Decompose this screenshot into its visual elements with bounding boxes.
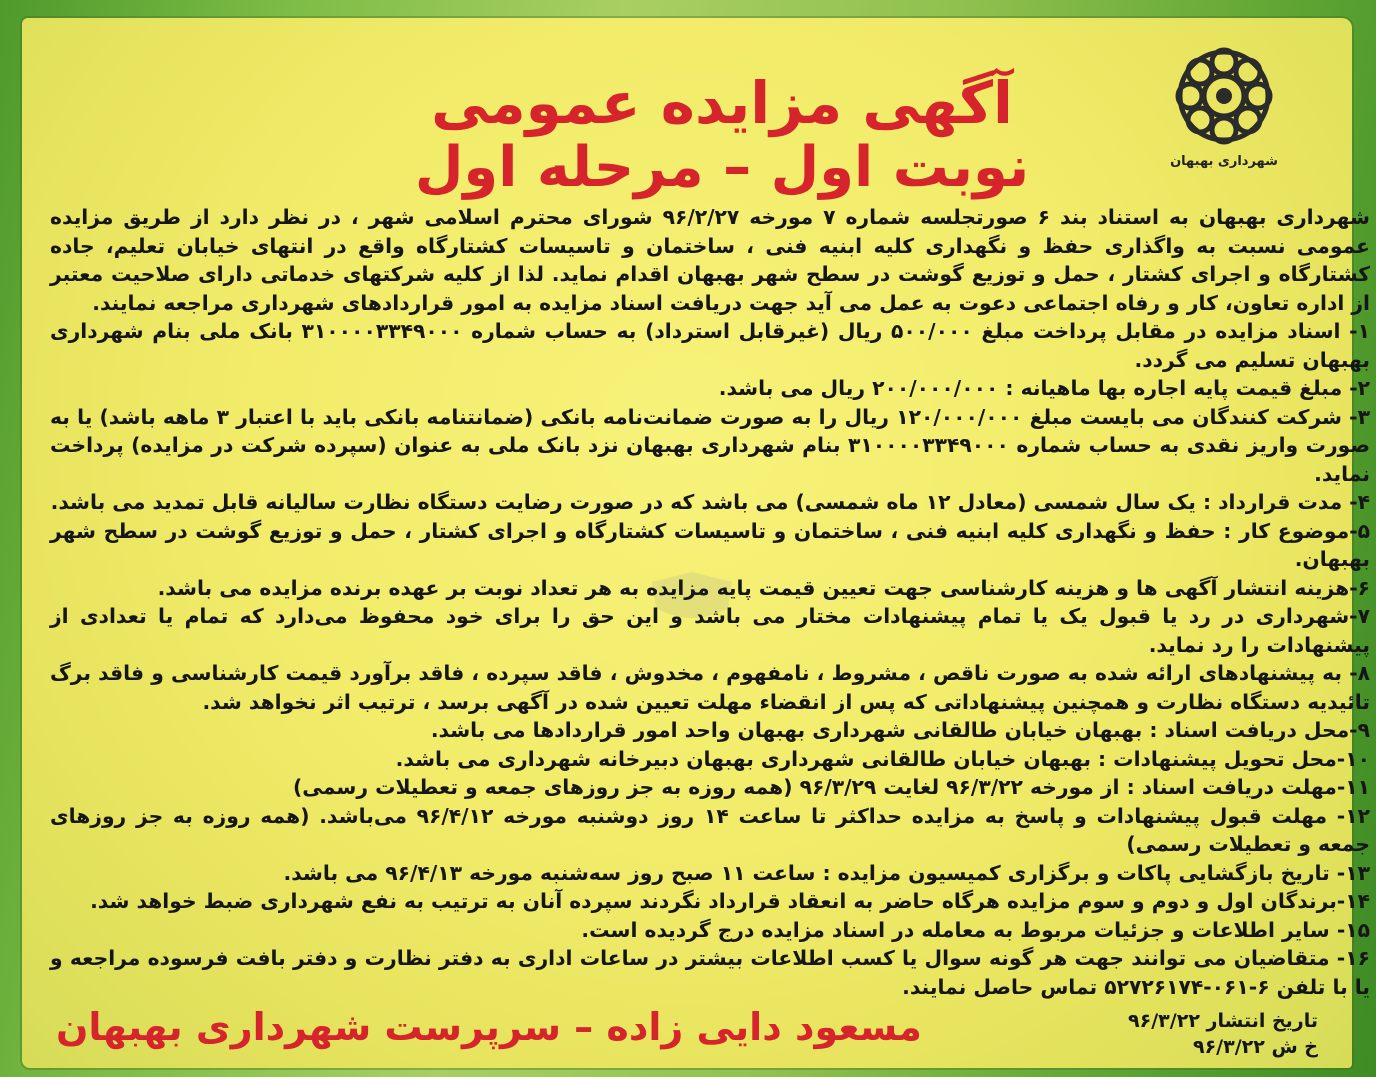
logo-caption: شهرداری بهبهان <box>1170 154 1278 169</box>
announcement-body <box>50 203 1370 1001</box>
clause-12: ۱۲- مهلت قبول پیشنهادات و پاسخ به مزایده حداکثر تا ساعت ۱۴ روز دوشنبه مورخه ۹۶/۴/۱۲ می‌باشد. (همه روزه به جز روزهای جمعه و تعطیلات رسمی) <box>50 803 1370 856</box>
signature: مسعود دایی زاده – سرپرست شهرداری بهبهان <box>56 1005 922 1049</box>
clause-4: ۴- مدت قرارداد : یک سال شمسی (معادل ۱۲ ماه شمسی) می باشد که در صورت رضایت دستگاه نظارت سالیانه قابل تمدید می باشد. <box>50 490 1370 514</box>
intro-paragraph: شهرداری بهبهان به استناد بند ۶ صورتجلسه شماره ۷ مورخه ۹۶/۲/۲۷ شورای محترم اسلامی شهر ، در نظر دارد از طریق مزایده عمومی نسبت به واگذاری حفظ و نگهداری کلیه ابنیه فنی ، ساختمان و تاسیسات کشتارگاه واقع در انتهای خیابان تعلیم، جاده کشتارگاه و اجرای کشتار ، حمل و توزیع گوشت در سطح شهر بهبهان اقدام نماید. لذا از کلیه شرکتهای خدماتی دارای صلاحیت معتبر از اداره تعاون، کار و رفاه اجتماعی دعوت به عمل می آید جهت دریافت اسناد مزایده به امور قراردادهای شهرداری مراجعه نمایند. <box>50 205 1370 315</box>
clause-13: ۱۳- تاریخ بازگشایی پاکات و برگزاری کمیسیون مزایده : ساعت ۱۱ صبح روز سه‌شنبه مورخه ۹۶/۴/۱۳ می باشد. <box>283 860 1370 885</box>
clause-14: ۱۴-برندگان اول و دوم و سوم مزایده هرگاه حاضر به انعقاد قرارداد نگردند سپرده آنان به ترتیب به نفع شهرداری ضبط خواهد شد. <box>90 889 1370 913</box>
clause-11: ۱۱-مهلت دریافت اسناد : از مورخه ۹۶/۳/۲۲ لغایت ۹۶/۳/۲۹ (همه روزه به جز روزهای جمعه و تعطیلات رسمی) <box>293 775 1370 799</box>
clause-10: ۱۰-محل تحویل پیشنهادات : بهبهان خیابان طالقانی شهرداری بهبهان دبیرخانه شهرداری می باشد. <box>395 746 1370 771</box>
clause-6: ۶-هزینه انتشار آگهی ها و هزینه کارشناسی جهت تعیین قیمت پایه مزایده به هر تعداد نوبت بر عهده برنده مزایده می باشد. <box>157 575 1370 600</box>
clause-9: ۹-محل دریافت اسناد : بهبهان خیابان طالقانی شهرداری بهبهان واحد امور قراردادها می باشد. <box>430 718 1370 742</box>
publication-info <box>1078 1008 1318 1060</box>
clause-2: ۲- مبلغ قیمت پایه اجاره بها ماهیانه : ۲۰۰/۰۰۰/۰۰۰ ریال می باشد. <box>718 376 1370 400</box>
publish-date: تاریخ انتشار ۹۶/۳/۲۲ <box>1128 1010 1318 1032</box>
municipality-emblem-icon <box>1168 40 1280 152</box>
clause-15: ۱۵- سایر اطلاعات و جزئیات مربوط به معامله در اسناد مزایده درج گردیده است. <box>581 917 1370 942</box>
announcement-title: آگهی مزایده عمومی <box>431 69 1013 137</box>
clause-7: ۷-شهرداری در رد یا قبول یک یا تمام پیشنهادات مختار می باشد و این حق را برای خود محفوظ می‌دارد که تمام یا تعدادی از پیشنهادات را رد نماید. <box>50 604 1370 657</box>
newspaper-clipping <box>22 18 1370 1068</box>
announcement-subtitle: نوبت اول – مرحله اول <box>414 135 1030 200</box>
clause-5: ۵-موضوع کار : حفظ و نگهداری کلیه ابنیه فنی ، ساختمان و تاسیسات کشتارگاه و اجرای کشتار ، حمل و توزیع گوشت در سطح شهر بهبهان. <box>50 518 1370 571</box>
clause-8: ۸- به پیشنهادهای ارائه شده به صورت ناقص ، مشروط ، نامفهوم ، مخدوش ، فاقد سپرده ، فاقد برآورد قیمت کارشناسی و فاقد برگ تائیدیه دستگاه نظارت و همچنین پیشنهاداتی که پس از انقضاء مهلت تعیین شده در آگهی برسد ، ترتیب اثر نخواهد شد. <box>50 661 1370 714</box>
code-line: خ ش ۹۶/۳/۲۲ <box>1192 1036 1318 1058</box>
clause-1: ۱- اسناد مزایده در مقابل پرداخت مبلغ ۵۰۰/۰۰۰ ریال (غیرقابل استرداد) به حساب شماره ۳۱۰۰۰۰۳۳۴۹۰۰۰ بانک ملی بنام شهرداری بهبهان تسلیم می گردد. <box>50 319 1370 372</box>
municipality-logo <box>1154 40 1294 190</box>
clause-3: ۳- شرکت کنندگان می بایست مبلغ ۱۲۰/۰۰۰/۰۰۰ ریال را به صورت ضمانت‌نامه بانکی (ضمانتنامه بانکی باید با اعتبار ۳ ماهه باشد) یا به صورت واریز نقدی به حساب شماره ۳۱۰۰۰۰۳۳۴۹۰۰۰ بنام شهرداری بهبهان نزد بانک ملی به عنوان (سپرده شرکت در مزایده) پرداخت نماید. <box>50 404 1370 486</box>
clause-16: ۱۶- متقاضیان می توانند جهت هر گونه سوال یا کسب اطلاعات بیشتر در ساعات اداری به دفتر نظارت و دفتر بافت فرسوده مراجعه و یا با تلفن ۶-۰۶۱-۵۲۷۲۶۱۷۴ تماس حاصل نمایند. <box>50 946 1370 999</box>
